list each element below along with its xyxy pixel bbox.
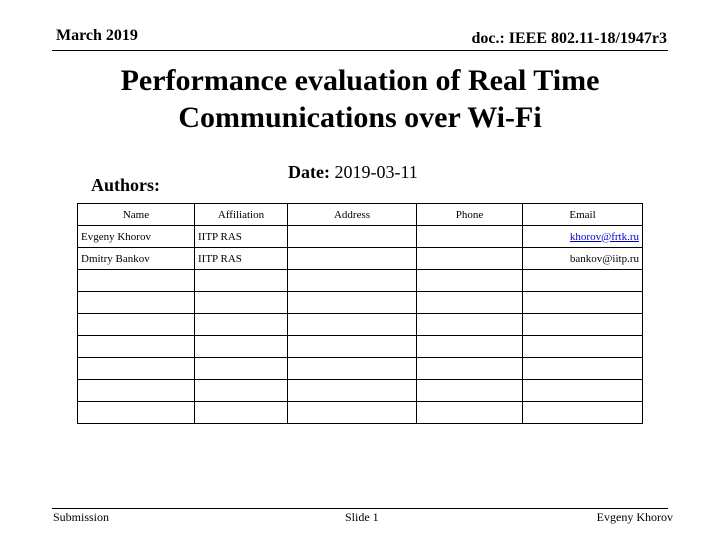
table-cell bbox=[78, 292, 195, 314]
footer-author: Evgeny Khorov bbox=[596, 510, 673, 524]
date-label: Date: bbox=[288, 162, 330, 182]
table-cell bbox=[195, 292, 288, 314]
table-cell bbox=[195, 402, 288, 424]
table-cell bbox=[417, 402, 523, 424]
date-value: 2019-03-11 bbox=[334, 162, 418, 182]
column-header-address: Address bbox=[288, 204, 417, 226]
table-cell bbox=[288, 314, 417, 336]
header-date: March 2019 bbox=[56, 27, 138, 44]
footer-slide-number: Slide 1 bbox=[345, 510, 379, 524]
table-cell bbox=[523, 358, 643, 380]
authors-label: Authors: bbox=[91, 175, 161, 195]
table-row bbox=[78, 248, 643, 270]
header-doc-id: doc.: IEEE 802.11-18/1947r3 bbox=[471, 30, 667, 47]
author-email-link[interactable]: khorov@frtk.ru bbox=[569, 230, 639, 243]
author-phone bbox=[417, 248, 523, 270]
table-cell bbox=[417, 336, 523, 358]
author-email-cell bbox=[523, 226, 643, 248]
table-row bbox=[78, 380, 643, 402]
author-address bbox=[288, 226, 417, 248]
table-cell bbox=[523, 314, 643, 336]
table-cell bbox=[417, 292, 523, 314]
date-row bbox=[288, 162, 418, 183]
table-row bbox=[78, 402, 643, 424]
table-cell bbox=[523, 292, 643, 314]
table-row bbox=[78, 336, 643, 358]
table-cell bbox=[78, 336, 195, 358]
table-row bbox=[78, 314, 643, 336]
authors-table bbox=[77, 203, 643, 424]
table-cell bbox=[523, 380, 643, 402]
table-header-row bbox=[78, 204, 643, 226]
table-row bbox=[78, 226, 643, 248]
table-row bbox=[78, 358, 643, 380]
author-name: Dmitry Bankov bbox=[78, 248, 195, 270]
table-row bbox=[78, 292, 643, 314]
footer-submission: Submission bbox=[53, 510, 110, 524]
author-name: Evgeny Khorov bbox=[78, 226, 195, 248]
table-cell bbox=[195, 314, 288, 336]
table-cell bbox=[195, 336, 288, 358]
table-cell bbox=[78, 358, 195, 380]
table-cell bbox=[417, 270, 523, 292]
column-header-email: Email bbox=[523, 204, 643, 226]
table-cell bbox=[195, 380, 288, 402]
table-cell bbox=[288, 358, 417, 380]
table-cell bbox=[417, 314, 523, 336]
table-cell bbox=[78, 314, 195, 336]
table-cell bbox=[288, 270, 417, 292]
author-address bbox=[288, 248, 417, 270]
table-cell bbox=[523, 270, 643, 292]
table-cell bbox=[523, 402, 643, 424]
table-cell bbox=[288, 292, 417, 314]
table-cell bbox=[78, 270, 195, 292]
table-cell bbox=[78, 402, 195, 424]
author-affiliation: IITP RAS bbox=[195, 226, 288, 248]
column-header-phone: Phone bbox=[417, 204, 523, 226]
table-cell bbox=[195, 358, 288, 380]
table-cell bbox=[288, 336, 417, 358]
table-cell bbox=[417, 380, 523, 402]
slide-title: Performance evaluation of Real Time Communications over Wi-Fi bbox=[120, 64, 600, 134]
column-header-name: Name bbox=[78, 204, 195, 226]
author-affiliation: IITP RAS bbox=[195, 248, 288, 270]
table-cell bbox=[195, 270, 288, 292]
author-email: bankov@iitp.ru bbox=[523, 248, 643, 270]
table-cell bbox=[417, 358, 523, 380]
table-row bbox=[78, 270, 643, 292]
header-divider bbox=[52, 50, 668, 51]
table-cell bbox=[288, 402, 417, 424]
author-phone bbox=[417, 226, 523, 248]
table-cell bbox=[78, 380, 195, 402]
table-cell bbox=[523, 336, 643, 358]
column-header-affiliation: Affiliation bbox=[195, 204, 288, 226]
table-cell bbox=[288, 380, 417, 402]
footer-divider bbox=[52, 508, 668, 509]
